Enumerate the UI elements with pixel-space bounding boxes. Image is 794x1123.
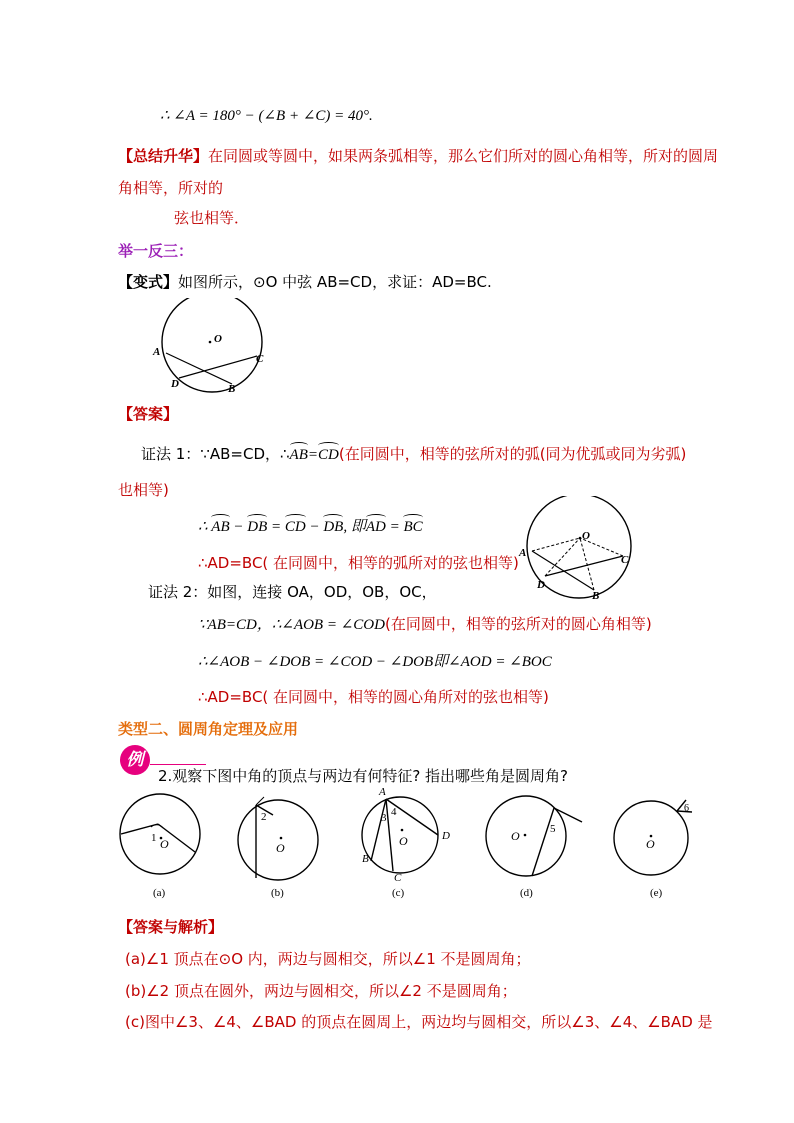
center-o-c: O [399,834,408,848]
label-o: O [582,530,590,542]
point-d: D [442,830,450,842]
arc-bc: BC [403,519,423,535]
figure-e [614,800,692,899]
variant-line [118,271,492,292]
label-a: A [519,547,527,559]
variant-tag: 【变式】 [118,273,179,291]
figure-b [238,797,318,899]
proof2-stmt: ∵AB=CD，∴∠AOB = ∠COD [198,617,385,633]
chord-figure-right [512,496,642,602]
proof2-subtract: ∴∠AOB − ∠DOB = ∠COD − ∠DOB [198,654,434,670]
center-o-d: O [511,829,520,843]
angle-4: 4 [391,806,397,818]
analysis-tag: 【答案与解析】 [118,918,224,936]
proof2-line2 [198,613,652,634]
point-a: A [379,788,386,798]
proof2-reason: (在同圆中，相等的弦所对的圆心角相等) [384,615,652,633]
proof2-ji: 即∠AOD = ∠BOC [433,654,552,670]
eq-3: = [385,519,404,535]
proof1-line2 [198,515,423,536]
angle-1: 1 [151,832,157,844]
summary-text-3: 弦也相等． [174,209,250,227]
arc-ab: AB [289,447,308,463]
figure-c [362,788,450,899]
proof1-prefix: 证法 1：∵AB=CD，∴ [141,445,290,463]
figure-d [486,796,582,899]
arc-cd: CD [318,447,339,463]
answer-tag: 【答案】 [118,405,179,423]
comma-ji: , 即 [343,519,366,535]
caption-b: (b) [271,887,284,899]
angle-6: 6 [684,803,689,814]
angle-3: 3 [381,812,387,824]
arc-db: DB [247,519,268,535]
caption-c: (c) [392,887,405,899]
label-o: O [214,333,222,345]
proof1-line1 [141,443,686,464]
angle-2: 2 [261,811,267,823]
section-type-2: 类型二、圆周角定理及应用 [118,720,299,738]
therefore-symbol: ∴ [198,519,208,535]
proof2-line1: 证法 2：如图，连接 OA，OD，OB，OC， [148,583,437,601]
figure-a [120,794,200,899]
eq: = [307,447,318,463]
minus-1: − [229,519,248,535]
proof2-line4: ∴AD=BC( 在同圆中，相等的圆心角所对的弦也相等) [198,688,549,706]
label-b: B [228,383,236,395]
eq-2: = [267,519,285,535]
proof2-line3 [198,650,552,671]
analysis-line-c: (c)图中∠3、∠4、∠BAD 的顶点在圆周上，两边均与圆相交，所以∠3、∠4、∠BAD 是 [125,1013,713,1031]
proof1-reason: (在同圆中，相等的弦所对的弧(同为优弧或同为劣弧) [338,445,687,463]
caption-e: (e) [650,887,663,899]
arc-ad: AD [365,519,386,535]
variant-text: 如图所示，⊙O 中弦 AB=CD，求证：AD=BC. [178,273,492,291]
point-c: C [394,872,402,884]
example-badge: 例 [120,745,150,775]
center-o-b: O [276,841,285,855]
label-b: B [592,590,600,602]
arc-cd-2: CD [284,519,306,535]
angle-a-equation: ∴ ∠A = 180° − (∠B + ∠C) = 40°. [160,108,373,124]
label-c: C [256,353,264,365]
label-d: D [537,579,545,591]
summary-text-1: 在同圆或等圆中，如果两条弧相等，那么它们所对的圆心角相等，所对的圆周 [208,147,719,165]
point-b: B [362,853,369,865]
chord-figure-small [148,298,273,398]
section-juyi-fansan: 举一反三： [118,242,194,260]
arc-ab-2: AB [211,519,230,535]
proof1-line3: ∴AD=BC( 在同圆中，相等的弧所对的弦也相等) [198,554,519,572]
label-d: D [171,378,179,390]
arc-db-2: DB [323,519,344,535]
analysis-line-a: (a)∠1 顶点在⊙O 内，两边与圆相交，所以∠1 不是圆周角； [125,950,531,968]
label-c: C [621,554,629,566]
summary-line-1 [118,145,718,166]
summary-text-2: 角相等，所对的 [118,179,224,197]
center-o-e: O [646,837,655,851]
caption-a: (a) [153,887,166,899]
minus-2: − [305,519,324,535]
caption-d: (d) [520,887,533,899]
label-a: A [153,346,161,358]
analysis-line-b: (b)∠2 顶点在圆外，两边与圆相交，所以∠2 不是圆周角； [125,982,517,1000]
angle-5: 5 [550,823,556,835]
circle-angle-figures [118,788,708,903]
proof1-reason-2: 也相等) [118,481,169,499]
summary-tag: 【总结升华】 [118,147,209,165]
center-o-a: O [160,837,169,851]
question-2: 2.观察下图中角的顶点与两边有何特征? 指出哪些角是圆周角? [158,767,569,785]
